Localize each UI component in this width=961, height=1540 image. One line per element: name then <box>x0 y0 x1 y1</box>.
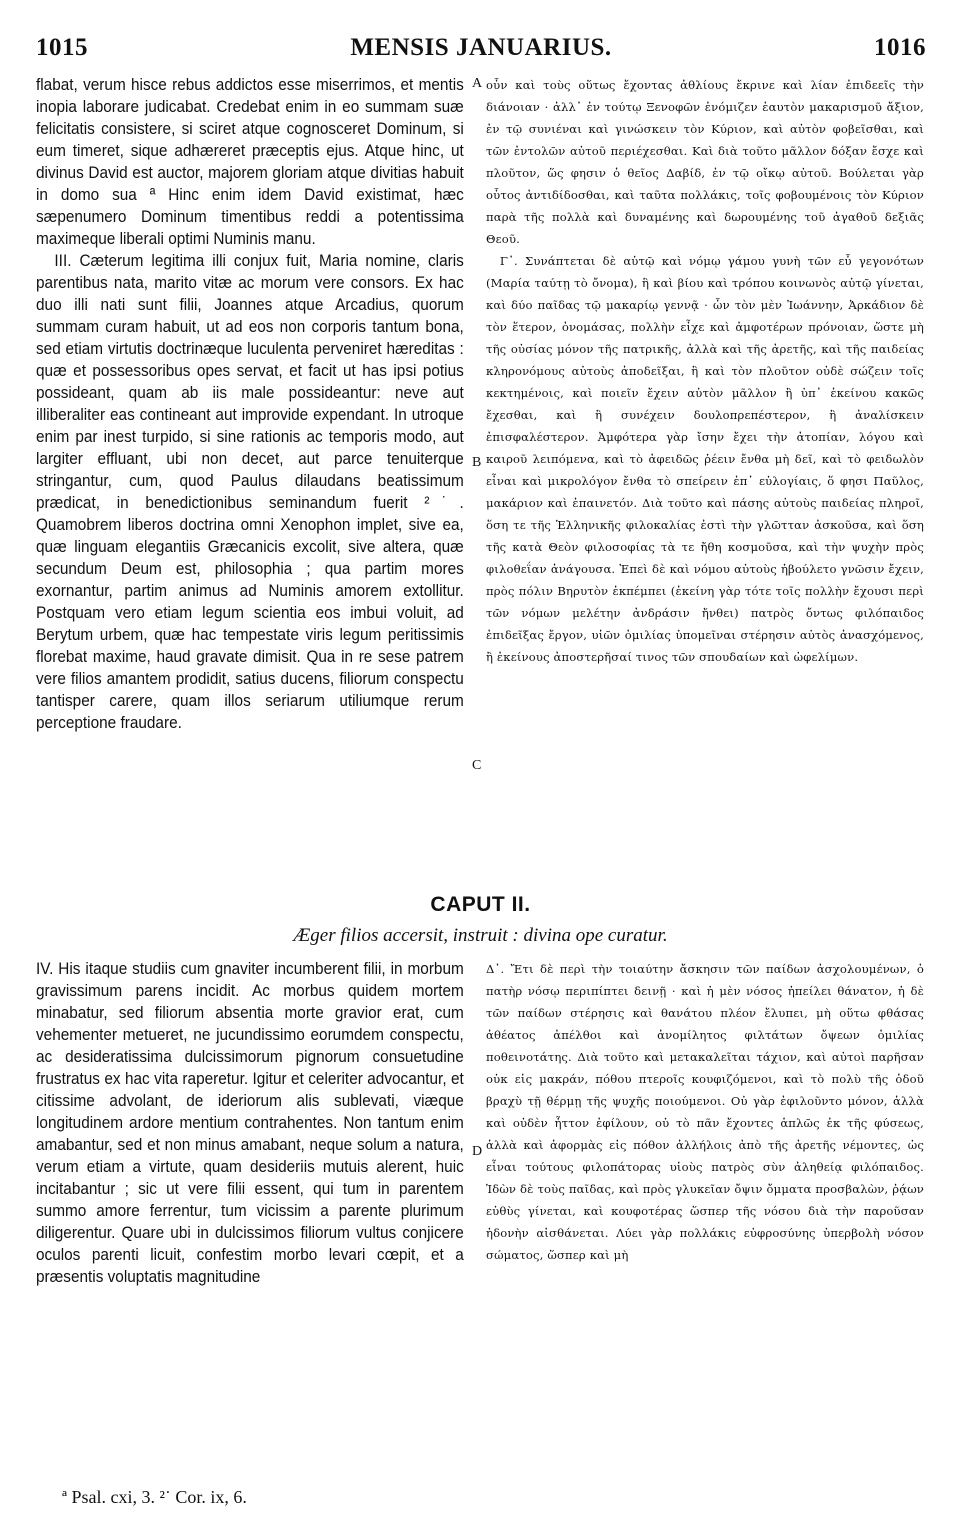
margin-marker-b: B <box>472 455 482 470</box>
greek-paragraph: Γ᾽. Συνάπτεται δὲ αὐτῷ καὶ νόμῳ γάμου γυνὴ τῶν εὖ γεγονότων (Μαρία ταύτῃ τὸ ὄνομα), ἣ καὶ βίου καὶ τρόπου κοινωνὸς αὐτῷ γίνεται, καὶ δύο παῖδας τῷ μακαρίῳ γεννᾷ · ὧν τὸν μὲν Ἰωάννην, Ἀρκάδιον δὲ τὸν ἕτερον, ὀνομάσας, πολλὴν εἶχε καὶ ἀμφοτέρων πρόνοιαν, ὥστε μὴ τῆς οὐσίας μόνον τῆς πατρικῆς, ἀλλὰ καὶ τῆς ἀρετῆς, καὶ τῆς παιδείας κληρονόμους αὐτοὺς ἀποδεῖξαι, ἣ καὶ τὸν πλοῦτον οὐδὲ σώζειν τοῖς κεκτημένοις, καὶ ποιεῖν ἔχειν αὐτὸν μᾶλλον ἢ ὑπ᾽ ἐκείνου κακῶς ἔχεσθαι, καὶ ἢ συνέχειν δουλοπρεπέστερον, ἢ ἀναλίσκειν ἐπισφαλέστερον. Ἀμφότερα γὰρ ἴσην ἔχει τὴν ἀτοπίαν, λόγου καὶ καιροῦ λειπόμενα, καὶ τὸ ἀφειδῶς ῥέειν ἔνθα μὴ δεῖ, καὶ τὸ φειδωλὸν εἶναι καὶ μικρολόγον ἔνθα τὸ σπείρειν ἐπ᾽ εὐλογίαις, ὅ φησι Παῦλος, μακάριον καὶ ἐπαινετόν. Διὰ τοῦτο καὶ πάσης αὐτοὺς παιδείας πληροῖ, ὅση τε τῆς Ἑλληνικῆς φιλοκαλίας ἐστὶ τὴν γλῶτταν ἀσκοῦσα, καὶ ὅση τῆς κατὰ Θεὸν φιλοσοφίας τὰ τε ἤθη κοσμοῦσα, καὶ τὴν ψυχὴν πρὸς φιλοθεΐαν ἀνάγουσα. Ἐπεὶ δὲ καὶ νόμου αὐτοὺς ἠβούλετο γνῶσιν ἔχειν, πρὸς πόλιν Βηρυτὸν ἐκπέμπει (ἐκείνη γὰρ τότε τοῖς πολλὴν ἔχουσι περὶ τῶν νόμων μελέτην ἀνδράσιν ἤνθει) πατρὸς ὄντως φιλόπαιδος ἐπιδεῖξας ἔργον, υἱῶν ὁμιλίας ὑπομεῖναι στέρησιν αὐτὸς ἀνασχόμενος, ἢ ἐκείνους ἀποστερῆσαί τινος τῶν σπουδαίων καὶ ὠφελίμων. <box>486 254 924 664</box>
latin-paragraph: flabat, verum hisce rebus addictos esse miserrimos, et mentis inopia laborare judicabat. Credebat enim in eo summam suæ felicitatis consistere, si sciret atque cognosceret Dominum, si eum timeret, sique adhæreret præceptis ejus. Atque hinc, ut divinus David est auctor, majorem gloriam atque divitias habuit in domo sua ª Hinc enim idem David existimat, hæc sæpenumero Dominum timentibus reddi a potentissima maximeque liberali optimi Numinis manu. <box>36 76 464 248</box>
greek-paragraph: Δ᾽. Ἔτι δὲ περὶ τὴν τοιαύτην ἄσκησιν τῶν παίδων ἀσχολουμένων, ὁ πατὴρ νόσῳ περιπίπτει δεινῇ · καὶ ἡ μὲν νόσος ἠπείλει θάνατον, ἡ δὲ τῶν παίδων στέρησις καὶ θανάτου πλέον ἔλυπει, μὴ οὕτω φθάσας ἀθέατος ἀπέλθοι καὶ ἀνομίλητος φιλτάτων ὄψεων ὁμιλίας ποθεινοτάτης. Διὰ τοῦτο καὶ μετακαλεῖται τάχιον, καὶ αὐτοὶ παρῆσαν οὐκ εἰς μακράν, πόθου πτεροῖς κουφιζόμενοι, καὶ τὸ πολὺ τῆς ὁδοῦ βραχὺ τῇ θέρμῃ τῆς ψυχῆς ποιούμενοι. Οὐ γὰρ ἐφιλοῦντο μόνον, ἀλλὰ καὶ οὐδὲν ἧττον ἐφίλουν, οὐ τὸ πᾶν ἔχοντες ἁπλῶς ἐκ τῆς φύσεως, ἀλλὰ καὶ ἀφορμὰς εἰς πόθον ἀλλήλοις ἀπὸ τῆς ἀρετῆς νέμοντες, ὡς εἶναι τούτους φιλοπάτορας υἱοὺς πατρὸς σὺν ἀληθείᾳ φιλόπαιδος. Ἰδὼν δὲ τοὺς παῖδας, καὶ πρὸς γλυκεῖαν ὄψιν ὄμματα προσβαλὼν, ῥᾴων εὐθὺς γίνεται, καὶ κουφοτέρας ὥσπερ τῆς νόσου διὰ τὴν παροῦσαν ἡδονὴν αἰσθάνεται. Λύει γὰρ πολλάκις εὐφροσύνης ὑπερβολὴ νόσον σώματος, ὥσπερ καὶ μὴ <box>486 962 924 1262</box>
latin-column-2 <box>36 958 464 1288</box>
latin-paragraph: III. Cæterum legitima illi conjux fuit, Maria nomine, claris parentibus nata, marito vitæ ac morum vere consors. Ex hac duo illi nati sunt filii, Joannes atque Arcadius, quorum summam curam habuit, ut ad eos non corporis tantum bona, sed etiam virtutis doctrinæque luculenta perveniret hæreditas : quæ et possessoribus opes servat, et facit ut has ipsi potius possideant, quam ab iis male possideantur: neve aut illiberaliter eas contineant aut improvide expendant. In utroque enim par inest turpido, si sine rationis ac temporis modo, aut largiter effluant, ubi non decet, aut parce tenuiterque stringantur, cum, quod Paulus dilaudans beatissimum prædicat, in benedictionibus seminandum fuerit ²˙. Quamobrem liberos doctrina omni Xenophon implet, sive ea, quæ linguam elegantiis Græcanicis excolit, sive altera, quæ secundum Deum est, philosophia ; qua partim mores exornantur, partim animus ad Numinis amorem extollitur. Postquam vero etiam legum scientia eos imbui voluit, ad Berytum urbem, quæ hac tempestate viris legum peritissimis florebat maxime, haud gravate dimisit. Qua in re sese patrem vere filios amantem prodidit, satius ducens, filiorum conspectu tantisper carere, quam illos seriarum utiliumque rerum perceptione fraudare. <box>36 252 464 732</box>
page-number-left: 1015 <box>36 34 88 61</box>
margin-marker-c: C <box>472 758 482 773</box>
latin-paragraph: IV. His itaque studiis cum gnaviter incumberent filii, in morbum gravissimum parens incidit. Ac morbus quidem mortem minabatur, sed filiorum absentia morte gravior erat, cum vehementer metueret, ne jucundissimo eorumdem conspectu, ac desideratissima dulcissimorum pignorum consuetudine frustratus ex hac vita raperetur. Igitur et celeriter advocantur, et citissime advolant, de ideriorum alis sublevati, viæque longitudinem ardore mentium contrahentes. Non tantum enim amabantur, sed et non minus amabant, neque solum a natura, verum etiam a virtute, quam desideriis mutuis alerent, huic incitabantur ; sic ut vere filii essent, qui tum in parentem summo amore ferrentur, tum vicissim a parente plurimum diligerentur. Quare ubi in dulcissimos filiorum vultus conjicere oculos parenti licuit, confestim morbo levari cœpit, et a præsentis voluptatis magnitudine <box>36 960 464 1286</box>
margin-marker-d: D <box>472 1144 483 1159</box>
greek-paragraph: οὖν καὶ τοὺς οὕτως ἔχοντας ἀθλίους ἔκρινε καὶ λίαν ἐπιδεεῖς τὴν διάνοιαν · ἀλλ᾽ ἐν τούτῳ Ξενοφῶν ἐνόμιζεν ἑαυτὸν μακαρισμοῦ ἄξιον, ἐν τῷ συνιέναι καὶ γινώσκειν τὸν Κύριον, καὶ αὐτὸν φοβεῖσθαι, καὶ τῶν ἐντολῶν αὐτοῦ περιέχεσθαι. Καὶ διὰ τοῦτο μᾶλλον δόξαν ἔσχε καὶ πλοῦτον, ὥς φησιν ὁ θεῖος Δαβίδ, ἐν τῷ οἴκῳ αὐτοῦ. Βούλεται γὰρ οὗτος ἀντιδίδοσθαι, καὶ ταῦτα πολλάκις, τοῖς φοβουμένοις τὸν Κύριον παρὰ τῆς πολλὰ καὶ δυναμένης καὶ δωρουμένης τοῦ ἀγαθοῦ δεξιᾶς Θεοῦ. <box>486 78 924 246</box>
chapter-title: CAPUT II. <box>430 893 531 916</box>
greek-column-2 <box>486 958 924 1266</box>
greek-column-1 <box>486 74 924 668</box>
margin-marker-a: A <box>472 76 483 91</box>
latin-column-1 <box>36 74 464 734</box>
running-title: MENSIS JANUARIUS. <box>350 34 612 61</box>
footnote: ª Psal. cxi, 3. ²˙ Cor. ix, 6. <box>62 1487 247 1507</box>
chapter-subtitle: Æger filios accersit, instruit : divina ope curatur. <box>293 925 668 946</box>
page-header <box>36 34 926 68</box>
page-number-right: 1016 <box>874 34 926 61</box>
